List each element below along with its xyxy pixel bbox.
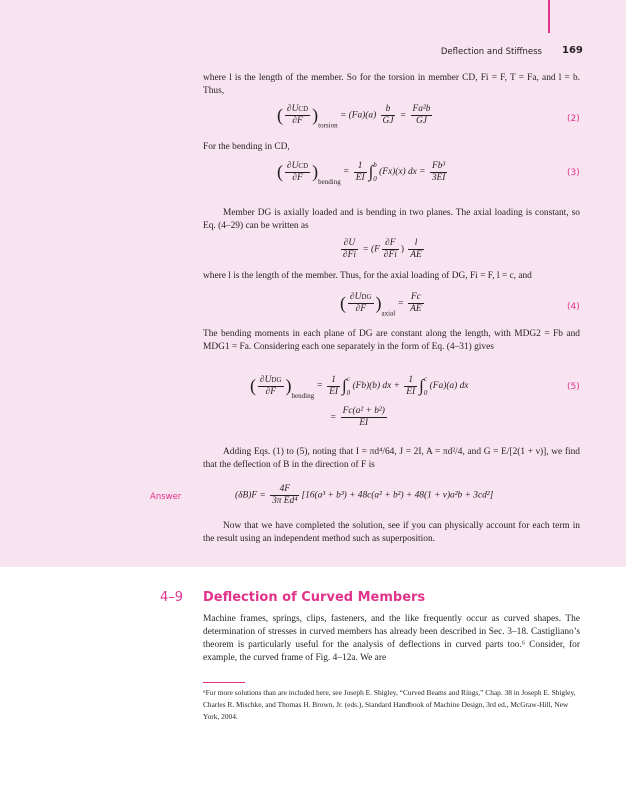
footnote-rule xyxy=(203,682,245,683)
equation-number-5: (5) xyxy=(567,382,580,392)
page-number: 169 xyxy=(562,45,583,56)
footnote: ⁶For more solutions than are included here, see Joseph E. Shigley, “Curved Beams and Rings,” Chap. 38 in Joseph E. Shigley, Charles R. Mischke, and Thomas H. Brown, Jr. (eds.), Standard Handbook of Machine Design, 3rd ed., McGraw-Hill, New York, 2004. xyxy=(203,688,576,721)
equation-2: ( $\frac{\text{∂UCD}}{\partial F}$ )$_{torsion} = (Fa)(a)$ $\frac{b}{GJ}$ = $\frac{\text{Fa²b}}{GJ}$ xyxy=(277,104,431,130)
equation-4: ( $\frac{\text{∂UDG}}{\partial F}$ )$_{axial}$ = $\frac{Fc}{AE}$ xyxy=(340,292,422,318)
paragraph-bending-moments: The bending moments in each plane of DG are constant along the length, with MDG2 = Fb and MDG1 = Fa. Considering each one separately in the form of Eq. (4–31) gives xyxy=(203,329,580,352)
running-head: Deflection and Stiffness xyxy=(440,47,542,57)
paragraph-torsion-intro: where l is the length of the member. So for the torsion in member CD, Fi = F, T = Fa, and l = b. Thus, xyxy=(203,73,580,96)
paragraph-curved-members: Machine frames, springs, clips, fasteners, and the like frequently occur as curved shapes. The determination of stresses in curved members has already been described in Sec. 3–18. Castigliano’s theorem is particularly useful for the analysis of deflections in curved parts too.⁶ Consider, for example, the curved frame of Fig. 4–12a. We are xyxy=(203,614,580,663)
answer-label: Answer xyxy=(150,492,182,502)
equation-5-line-2: = $\frac{\text{Fc(a² + b²)}}{EI}$ xyxy=(330,406,385,428)
equation-5: ( $\frac{\text{∂UDG}}{\partial F}$ )$_{bending}$ = $\frac{1}{EI}$ ∫ c 0 (Fb)(b) dx + $\frac{1}{EI}$ ∫ c 0 (Fa)(a) dx xyxy=(250,374,469,401)
section-number: 4–9 xyxy=(160,590,184,605)
paragraph-axial-loading: where l is the length of the member. Thus, for the axial loading of DG, Fi = F, l = c, and xyxy=(203,271,532,281)
paragraph-axial-dg: Member DG is axially loaded and is bending in two planes. The axial loading is constant, so Eq. (4–29) can be written as xyxy=(203,208,580,231)
equation-axial-general: $\frac{\partial U}{\partial Fi}$ = (F $\frac{\partial F}{\partial Fi}$ ) $\frac{l}{AE}$ xyxy=(343,238,422,260)
equation-number-3: (3) xyxy=(567,168,580,178)
header-rule xyxy=(548,0,550,33)
equation-3: ( $\frac{\text{∂UCD}}{\partial F}$ )$_{bending}$ = $\frac{1}{EI}$ ∫ b 0 (Fx)(x) dx = $\frac{\text{Fb³}}{3EI}$ xyxy=(277,160,446,187)
section-title: Deflection of Curved Members xyxy=(203,590,426,605)
equation-number-4: (4) xyxy=(567,302,580,312)
paragraph-bending-cd: For the bending in CD, xyxy=(203,142,290,152)
paragraph-adding-eqs: Adding Eqs. (1) to (5), noting that I = πd⁴/64, J = 2I, A = πd²/4, and G = E/[2(1 + ν)], we find that the deflection of B in the direction of F is xyxy=(203,447,580,470)
paragraph-superposition: Now that we have completed the solution, see if you can physically account for each term in the result using an independent method such as superposition. xyxy=(203,521,580,544)
equation-number-2: (2) xyxy=(567,114,580,124)
equation-answer: (δB)F = $\frac{4F}{\text{3π Ed⁴}}$ [16(a³ + b³) + 48c(a² + b²) + 48(1 + ν)a²b + 3cd²] xyxy=(235,484,494,506)
